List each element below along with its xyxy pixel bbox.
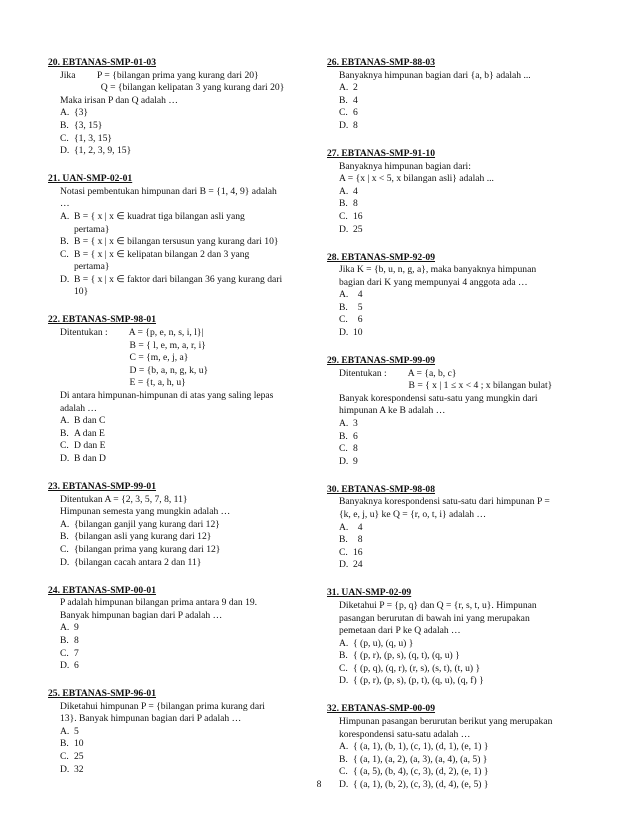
question-body: [48, 597, 310, 673]
option-text: 8: [353, 443, 358, 455]
answer-option: [60, 440, 310, 453]
answer-option: [60, 519, 310, 532]
question-block: [48, 57, 310, 158]
option-letter: C.: [60, 751, 69, 763]
option-text: 10: [74, 738, 84, 750]
answer-option: [339, 766, 592, 779]
option-text: 6: [353, 314, 363, 326]
option-text: 6: [353, 430, 358, 442]
answer-option: [60, 738, 310, 751]
option-letter: D.: [339, 223, 349, 235]
question-text-line: Q = {bilangan kelipatan 3 yang kurang dari 20}: [60, 82, 285, 94]
question-text-line: Himpunan semesta yang mungkin adalah …: [60, 506, 231, 518]
option-letter: D.: [339, 455, 349, 467]
option-text: B = { x | x ∈ kuadrat tiga bilangan asli yang: [74, 210, 245, 222]
question-title: 25. EBTANAS-SMP-96-01: [48, 688, 157, 700]
question-text-line: Diketahui himpunan P = {bilangan prima kurang dari: [60, 700, 265, 712]
option-letter: C.: [339, 766, 348, 778]
answer-option: [339, 638, 592, 651]
answer-option: [60, 428, 310, 441]
question-text-line: Banyaknya himpunan bagian dari:: [339, 160, 471, 172]
question-block: [327, 57, 592, 133]
option-text: 6: [74, 660, 79, 672]
answer-option: [60, 764, 310, 777]
option-letter: B.: [60, 531, 69, 543]
option-text: 8: [353, 119, 358, 131]
right-column: [327, 57, 592, 807]
option-letter: D.: [60, 660, 70, 672]
option-text: { (p, u), (q, u) }: [353, 637, 414, 649]
answer-option: [339, 107, 592, 120]
option-letter: C.: [60, 248, 69, 260]
answer-option: [60, 415, 310, 428]
option-text: {bilangan ganjil yang kurang dari 12}: [74, 518, 220, 530]
question-body: [48, 701, 310, 777]
question-title: 28. EBTANAS-SMP-92-09: [327, 251, 436, 263]
question-text-line: korespondensi satu-satu adalah …: [339, 728, 471, 740]
question-text-line: 13}. Banyak himpunan bagian dari P adalah …: [60, 713, 242, 725]
option-letter: D.: [60, 273, 70, 285]
question-text-line: B = { l, e, m, a, r, i}: [60, 339, 206, 351]
question-title: 30. EBTANAS-SMP-98-08: [327, 483, 436, 495]
option-letter: A.: [60, 107, 70, 119]
option-text: {bilangan prima yang kurang dari 12}: [74, 543, 221, 555]
answer-option: [339, 302, 592, 315]
option-text: 8: [353, 534, 363, 546]
answer-option: [339, 224, 592, 237]
option-letter: B.: [339, 753, 348, 765]
answer-option: [339, 327, 592, 340]
option-letter: D.: [339, 327, 349, 339]
question-title: 27. EBTANAS-SMP-91-10: [327, 147, 436, 159]
question-text-line: Diketahui P = {p, q} dan Q = {r, s, t, u}. Himpunan: [339, 599, 537, 611]
answer-option: [339, 211, 592, 224]
question-text-line: Ditentukan : A = {a, b, c}: [339, 367, 457, 379]
option-letter: D.: [339, 675, 349, 687]
option-text: 5: [353, 301, 363, 313]
answer-option: [60, 531, 310, 544]
option-letter: D.: [60, 145, 70, 157]
question-text-line: bagian dari K yang mempunyai 4 anggota ada …: [339, 276, 528, 288]
option-letter: A.: [339, 82, 349, 94]
answer-option: [60, 544, 310, 557]
answer-option: [60, 726, 310, 739]
option-text: 4: [353, 94, 358, 106]
option-text: B dan D: [74, 453, 106, 464]
option-text: { (p, q), (q, r), (r, s), (s, t), (t, u) }: [353, 662, 481, 674]
answer-option: [60, 120, 310, 133]
option-text: { (p, r), (p, s), (p, t), (q, u), (q, f) }: [353, 675, 484, 687]
question-block: [327, 355, 592, 468]
question-text-line: adalah …: [60, 402, 98, 414]
option-text: 32: [74, 763, 84, 775]
option-letter: C.: [339, 107, 348, 119]
option-letter: C.: [339, 546, 348, 558]
answer-option: [60, 622, 310, 635]
option-letter: B.: [60, 427, 69, 439]
question-text-line: P adalah himpunan bilangan prima antara 9 dan 19.: [60, 597, 258, 609]
answer-option: [60, 236, 310, 249]
option-text: { (p, r), (p, s), (q, t), (q, u) }: [353, 650, 460, 662]
question-text-line: Banyaknya himpunan bagian dari {a, b} adalah ...: [339, 69, 531, 81]
option-letter: A.: [339, 289, 349, 301]
option-text: { (a, 1), (b, 1), (c, 1), (d, 1), (e, 1) }: [353, 741, 489, 753]
answer-option: [60, 274, 310, 287]
option-letter: A.: [339, 521, 349, 533]
question-title: 32. EBTANAS-SMP-00-09: [327, 703, 436, 715]
option-text: {bilangan asli yang kurang dari 12}: [74, 531, 212, 543]
question-title: 29. EBTANAS-SMP-99-09: [327, 355, 436, 367]
option-text: { (a, 1), (a, 2), (a, 3), (a, 4), (a, 5) }: [353, 753, 488, 765]
question-text-line: E = {t, a, h, u}: [60, 377, 186, 389]
question-text-line: A = {x | x < 5, x bilangan asli} adalah ...: [339, 173, 494, 185]
question-text-line: Notasi pembentukan himpunan dari B = {1, 4, 9} adalah: [60, 185, 277, 197]
answer-option: [339, 95, 592, 108]
answer-option: [339, 650, 592, 663]
answer-option: [60, 660, 310, 673]
answer-option: [60, 635, 310, 648]
question-text-line: {k, e, j, u} ke Q = {r, o, t, i} adalah …: [339, 508, 487, 520]
answer-option: [60, 453, 310, 466]
question-text-line: pasangan berurutan di bawah ini yang merupakan: [339, 612, 530, 624]
question-block: [327, 484, 592, 572]
question-body: [327, 496, 592, 572]
question-text-line: Di antara himpunan-himpunan di atas yang saling lepas: [60, 390, 274, 402]
answer-option: [339, 82, 592, 95]
answer-option: [339, 534, 592, 547]
question-text-line: himpunan A ke B adalah …: [339, 405, 446, 417]
question-title: 31. UAN-SMP-02-09: [327, 587, 412, 599]
option-letter: B.: [339, 534, 348, 546]
question-text-line: Himpunan pasangan berurutan berikut yang merupakan: [339, 716, 553, 728]
question-block: [48, 688, 310, 776]
option-letter: B.: [60, 634, 69, 646]
option-text: 9: [353, 455, 358, 467]
question-block: [327, 252, 592, 340]
question-body: [327, 600, 592, 688]
option-text: 25: [353, 223, 363, 235]
question-block: [48, 314, 310, 465]
answer-option: [60, 107, 310, 120]
option-text: 2: [353, 82, 358, 94]
option-text: 5: [74, 725, 79, 737]
question-text-line: D = {b, a, n, g, k, u}: [60, 364, 209, 376]
question-text-line: Ditentukan A = {2, 3, 5, 7, 8, 11}: [60, 493, 188, 505]
answer-option: [339, 522, 592, 535]
option-text: {3}: [74, 107, 89, 119]
option-letter: B.: [60, 119, 69, 131]
answer-option: [339, 741, 592, 754]
option-letter: A.: [339, 637, 349, 649]
answer-option: [339, 754, 592, 767]
option-text: 9: [74, 622, 79, 634]
left-column: [48, 57, 310, 792]
question-title: 26. EBTANAS-SMP-88-03: [327, 57, 436, 68]
answer-option: [60, 249, 310, 262]
option-letter: A.: [339, 418, 349, 430]
question-body: [48, 327, 310, 466]
option-text-continuation: pertama}: [74, 223, 110, 235]
option-text: 4: [353, 289, 363, 301]
option-letter: A.: [60, 622, 70, 634]
question-title: 23. EBTANAS-SMP-99-01: [48, 480, 157, 492]
answer-option: [60, 648, 310, 661]
option-text: {1, 2, 3, 9, 15}: [74, 145, 132, 157]
answer-option: [339, 186, 592, 199]
question-block: [327, 148, 592, 236]
option-letter: A.: [60, 725, 70, 737]
option-text: 4: [353, 521, 363, 533]
option-letter: A.: [339, 185, 349, 197]
option-text: B = { x | x ∈ kelipatan bilangan 2 dan 3 yang: [74, 248, 250, 260]
option-letter: D.: [60, 453, 70, 464]
question-body: [48, 70, 310, 158]
answer-option: [60, 557, 310, 570]
option-letter: D.: [339, 559, 349, 571]
option-text-continuation: pertama}: [74, 261, 110, 273]
question-block: [327, 587, 592, 688]
option-letter: B.: [339, 650, 348, 662]
option-text: D dan E: [74, 440, 106, 452]
question-body: [48, 186, 310, 299]
answer-option: [339, 198, 592, 211]
option-letter: A.: [60, 210, 70, 222]
question-text-line: pemetaan dari P ke Q adalah …: [339, 625, 461, 637]
option-letter: C.: [339, 210, 348, 222]
option-text: { (a, 5), (b, 4), (c, 3), (d, 2), (e, 1) }: [353, 766, 489, 778]
option-text: 24: [353, 559, 363, 571]
answer-option: [339, 418, 592, 431]
answer-option: [339, 547, 592, 560]
option-letter: A.: [60, 518, 70, 530]
option-letter: C.: [60, 647, 69, 659]
option-letter: C.: [60, 543, 69, 555]
option-letter: B.: [60, 738, 69, 750]
answer-option: [60, 133, 310, 146]
question-body: [327, 264, 592, 340]
option-letter: D.: [60, 556, 70, 568]
question-title: 21. UAN-SMP-02-01: [48, 173, 133, 185]
question-title: 20. EBTANAS-SMP-01-03: [48, 57, 157, 68]
option-letter: B.: [339, 430, 348, 442]
answer-option: [339, 443, 592, 456]
option-text: 16: [353, 546, 363, 558]
option-letter: C.: [339, 443, 348, 455]
option-text: 16: [353, 210, 363, 222]
option-letter: C.: [60, 132, 69, 144]
option-letter: C.: [339, 314, 348, 326]
question-block: [48, 173, 310, 299]
option-letter: D.: [60, 763, 70, 775]
question-text-line: C = {m, e, j, a}: [60, 352, 189, 364]
option-letter: B.: [60, 236, 69, 248]
option-text: B = { x | x ∈ bilangan tersusun yang kurang dari 10}: [74, 236, 279, 248]
option-text: {3, 15}: [74, 119, 103, 131]
question-text-line: Jika K = {b, u, n, g, a}, maka banyaknya himpunan: [339, 264, 537, 276]
option-text: 8: [353, 198, 358, 210]
answer-option: [339, 120, 592, 133]
option-text: {1, 3, 15}: [74, 132, 112, 144]
option-text: 10: [353, 327, 363, 339]
option-letter: D.: [339, 779, 349, 791]
option-text: A dan E: [74, 427, 105, 439]
option-text: 8: [74, 634, 79, 646]
question-body: [327, 70, 592, 133]
answer-option: [339, 314, 592, 327]
option-text: 6: [353, 107, 358, 119]
question-body: [48, 494, 310, 570]
question-text-line: Jika P = {bilangan prima yang kurang dari 20}: [60, 69, 259, 81]
option-letter: B.: [339, 301, 348, 313]
question-text-line: Banyak korespondensi satu-satu yang mungkin dari: [339, 392, 538, 404]
answer-option: [60, 145, 310, 158]
answer-option: [60, 211, 310, 224]
option-text: 25: [74, 751, 84, 763]
page-number: 8: [316, 779, 322, 790]
option-text-continuation: 10}: [74, 286, 89, 298]
question-text-line: Banyak himpunan bagian dari P adalah …: [60, 609, 223, 621]
answer-option: [339, 663, 592, 676]
question-text-line: B = { x | 1 ≤ x < 4 ; x bilangan bulat}: [339, 380, 553, 392]
option-letter: A.: [60, 415, 70, 427]
answer-option: [339, 431, 592, 444]
question-text-line: Maka irisan P dan Q adalah …: [60, 94, 178, 106]
option-text: B dan C: [74, 415, 106, 427]
option-text: 4: [353, 185, 358, 197]
option-text: { (a, 1), (b, 2), (c, 3), (d, 4), (e, 5) }: [353, 779, 489, 791]
answer-option: [339, 559, 592, 572]
option-text: 3: [353, 418, 358, 430]
answer-option: [339, 289, 592, 302]
question-block: [48, 585, 310, 673]
question-text-line: …: [60, 198, 70, 210]
answer-option: [339, 675, 592, 688]
question-title: 24. EBTANAS-SMP-00-01: [48, 584, 157, 596]
question-text-line: Banyaknya korespondensi satu-satu dari himpunan P =: [339, 496, 550, 508]
question-title: 22. EBTANAS-SMP-98-01: [48, 314, 157, 326]
option-text: B = { x | x ∈ faktor dari bilangan 36 yang kurang dari: [74, 273, 283, 285]
option-letter: C.: [339, 662, 348, 674]
question-text-line: Ditentukan : A = {p, e, n, s, i, l}|: [60, 327, 204, 339]
answer-option: [339, 456, 592, 469]
answer-option: [60, 751, 310, 764]
option-letter: A.: [339, 741, 349, 753]
option-letter: C.: [60, 440, 69, 452]
option-letter: B.: [339, 198, 348, 210]
question-body: [327, 161, 592, 237]
option-letter: B.: [339, 94, 348, 106]
option-text: 7: [74, 647, 79, 659]
question-body: [327, 368, 592, 469]
option-letter: D.: [339, 119, 349, 131]
option-text: {bilangan cacah antara 2 dan 11}: [74, 556, 202, 568]
question-block: [48, 481, 310, 569]
